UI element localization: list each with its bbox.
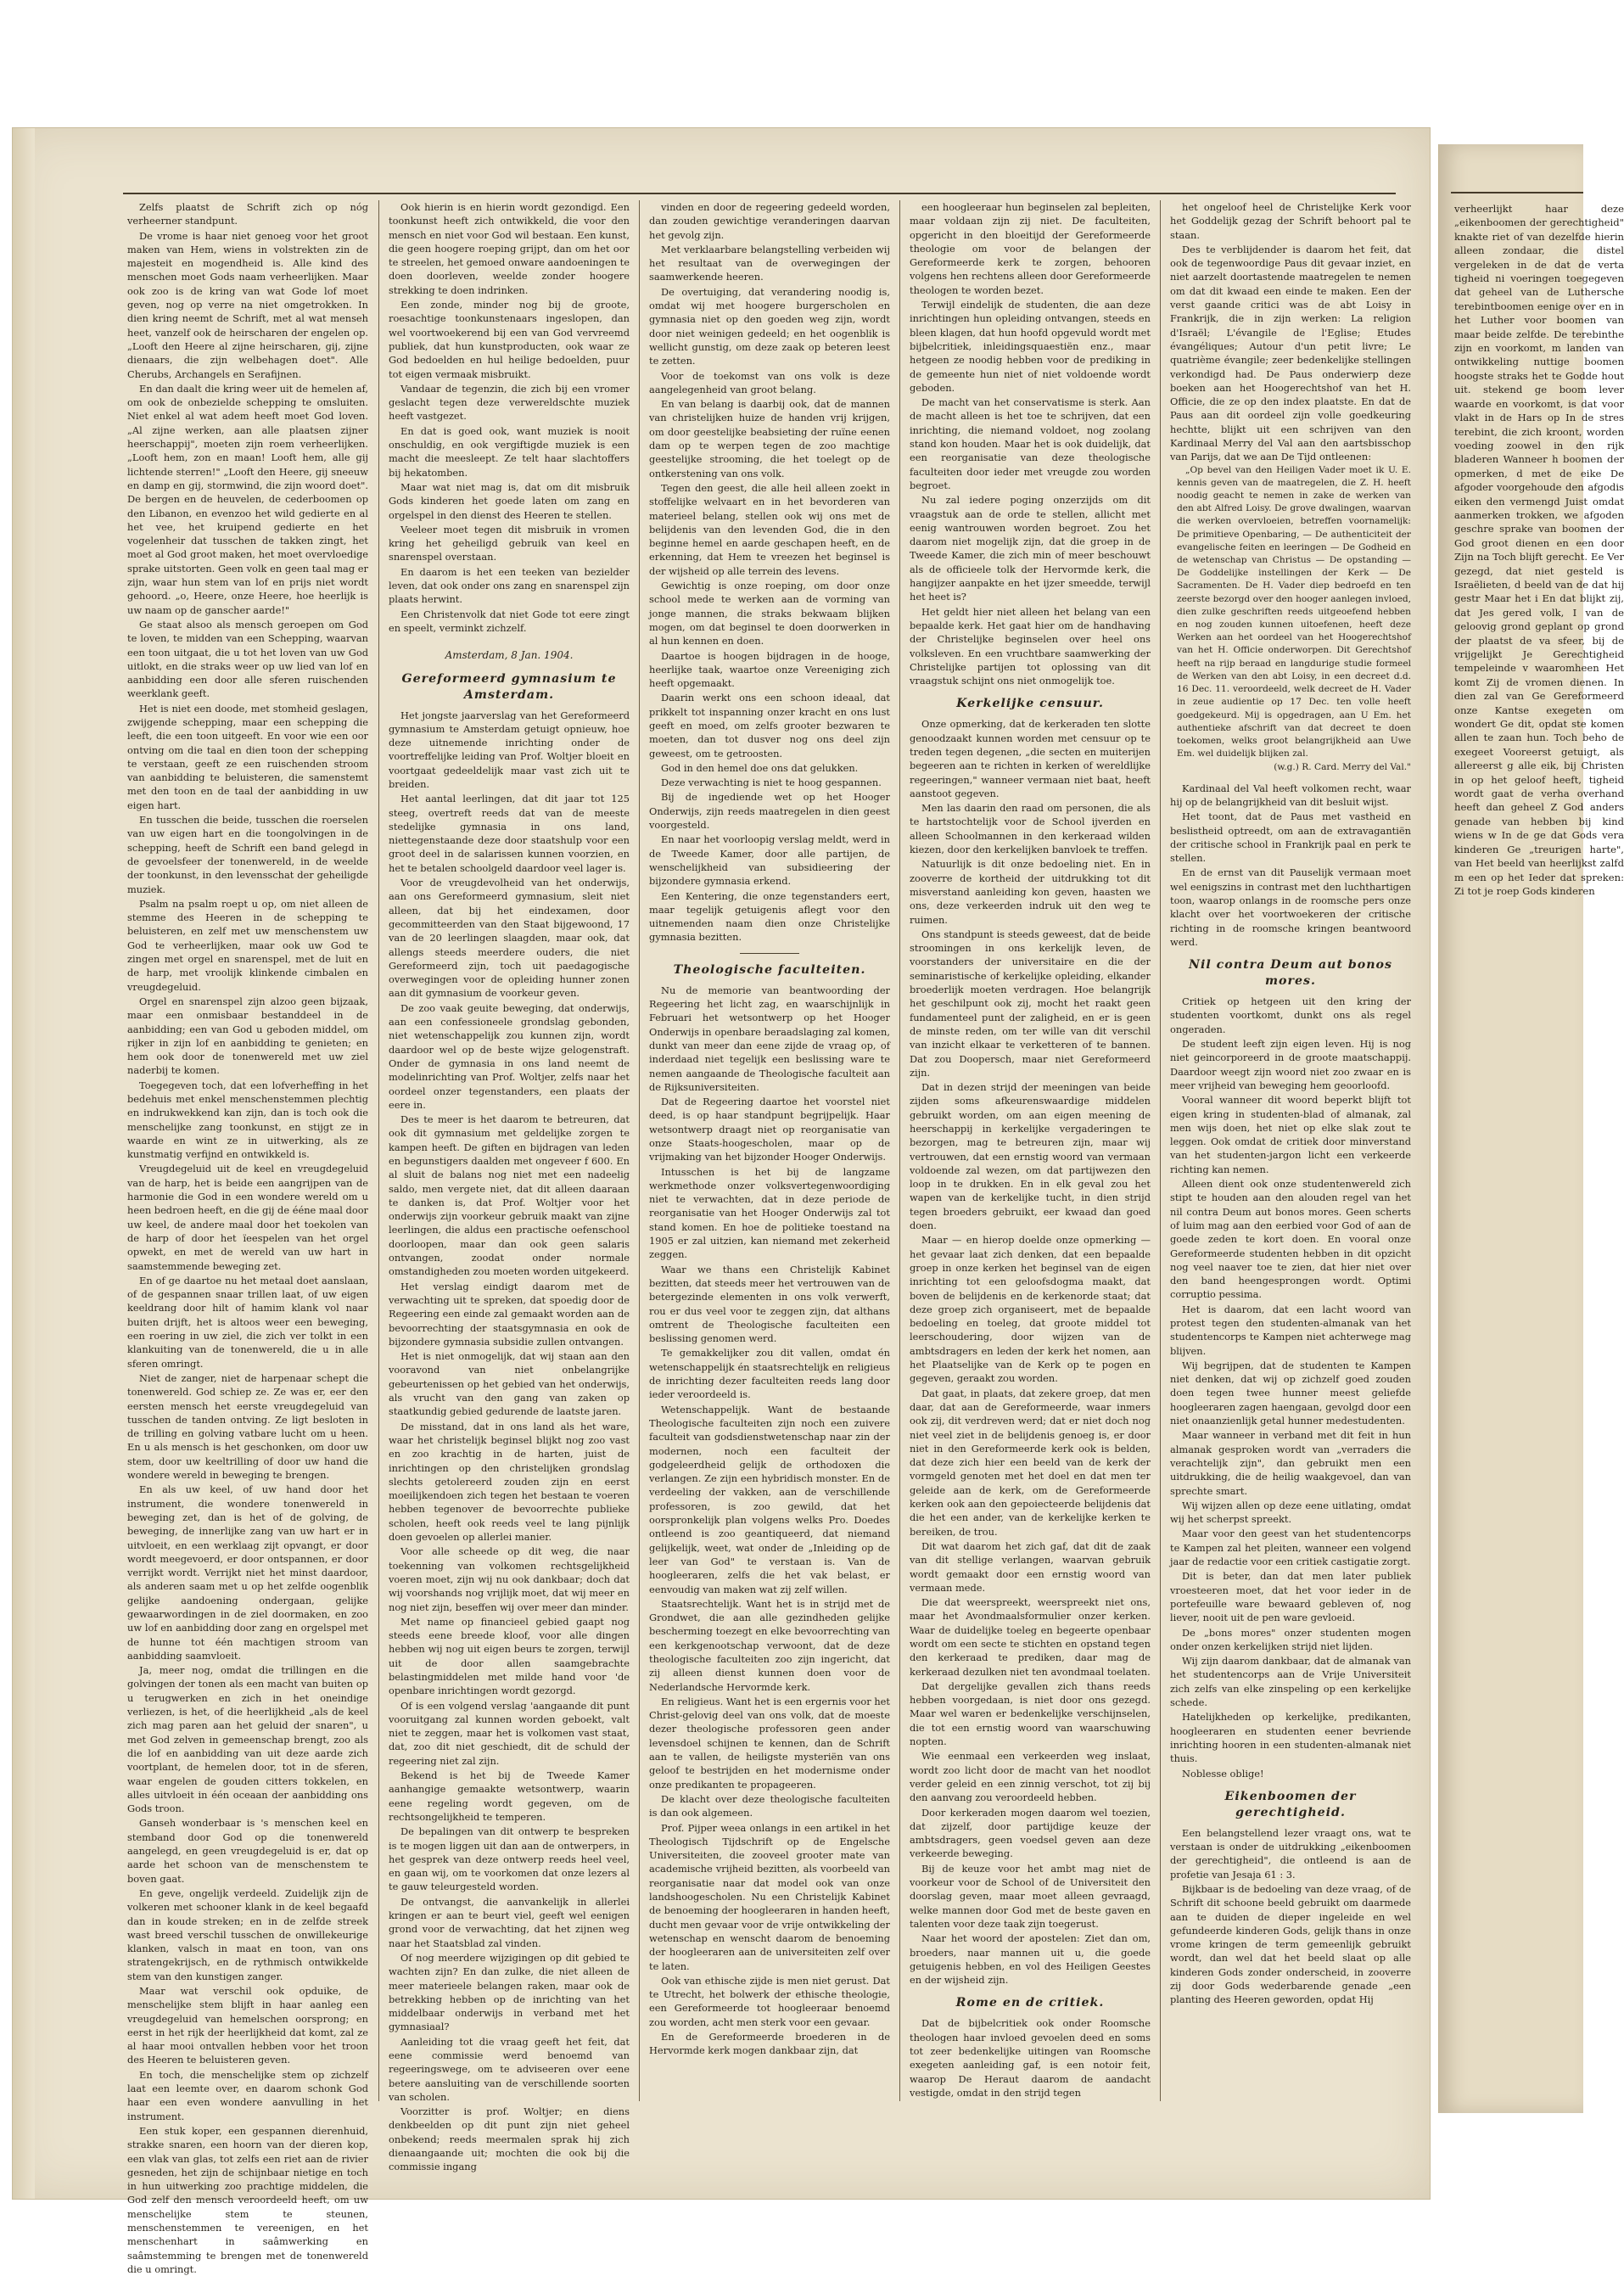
paragraph: De zoo vaak geuite beweging, dat onderwijs, aan een confessioneele grondslag gebonden, niet wetenschappelijk zou kunnen zijn, wordt daardoor wel op de beste wijze gelogenstraft. Onder de gymnasia in ons land neemt de modelinrichting van Prof. Woltjer, zelfs naar het oordeel onzer tegenstanders, een plaats der eere in. xyxy=(389,1001,630,1111)
column-4-body-a xyxy=(910,200,1151,687)
column-4 xyxy=(910,200,1151,2101)
letter-signature: (w.g.) R. Card. Merry del Val." xyxy=(1274,762,1411,773)
paragraph: Het is niet een doode, met stomheid geslagen, zwijgende schepping, maar een schepping die leeft, die een toon uitgeeft. En voor wie een oor ontving om die taal en dien toon der schepping te verstaan, geeft ze een ruischenden stroom van aanbidding te beluisteren, die samenstemt met den toon en de taal der aanbidding in uw eigen hart. xyxy=(127,702,368,811)
paragraph: De vrome is haar niet genoeg voor het groot maken van Hem, wiens in volstrekten zin de majesteit en mogendheid is. Alle kind des menschen moet Gods naam verheerlijken. Maar ook zoo is de kring van wat Gode lof moet geven, nog op verre na niet omgetrokken. In dien kring neemt de Schrift, met al wat menseh heet, vanzelf ook de heirscharen der engelen op. „Looft den Heere al zijne heirscharen, gij, zijne dienaars, die zijn welbehagen doet". Alle Cherubs, Archangels en Serafijnen. xyxy=(127,229,368,380)
section-title-gymnasium: Gereformeerd gymnasium te Amsterdam. xyxy=(401,671,617,702)
paragraph: Een stuk koper, een gespannen dierenhuid, strakke snaren, een hoorn van der dieren kop, een vlak van glas, tot zelfs een riet aan de rivier gesneden, het zijn de schijnbaar nietige en toch in hun uitwerking zoo prachtige middelen, die God zelf den mensch veroordeeld heeft, om uw menschelijke stem te steunen, menschenstemmen te vereenigen, en het menschenhart in saâmwerking en saâmstemming te brengen met de tonenwereld die u omringt. xyxy=(127,2124,368,2275)
paragraph: Bij de keuze voor het ambt mag niet de voorkeur voor de School of de Universiteit den doorslag geven, maar moet alleen gevraagd, welke mannen door God met de beste gaven en talenten voor deze taak zijn toegerust. xyxy=(910,1862,1151,1930)
paragraph: En of ge daartoe nu het metaal doet aanslaan, of de gespannen snaar trillen laat, of uw eigen keeldrang door hilt of hamim klank vol naar buiten drijft, het is altoos weer een beweging, een roering in uw ziel, die zich ver tolkt in een klankuiting van de tonenwereld, die u in alle sferen omringt. xyxy=(127,1274,368,1370)
paragraph: Dat gaat, in plaats, dat zekere groep, dat men daar, dat aan de Gereformeerde, waar inmers ook zij, dit verdreven werd; dat er niet doch nog niet veel ziet in de belijdenis genoeg is, er door niet in den Gereformeerde kerk ook is belden, dat deze zich hier een beeld van de kerk der vormgeld genoten met het doel en dat men ter geleide aan de kerk, om de Gereformeerde kerken ook aan den gepoiecteerde belijdenis dat die het een ander, van de kerkelijke kerken te bereiken, de trou. xyxy=(910,1387,1151,1538)
paragraph: De misstand, dat in ons land als het ware, waar het christelijk beginsel blijkt nog zoo vast en zoo krachtig in de harten, juist de inrichtingen op den christelijken grondslag slechts getolereerd zouden zijn en eerst moeilijkendoen zich tegen het bestaan te voeren hebben tegenover de bevoorrechte publieke scholen, heeft ook reeds veel te lang pijnlijk doen gevoelen op allerlei manier. xyxy=(389,1420,630,1544)
paragraph: Prof. Pijper weeа onlangs in een artikel in het Theologisch Tijdschrift op de Engelsche Universiteiten, die zooveel grooter mate van academische vrijheid bezitten, als voorbeeld van reorganisatie naar dat model ook van onze landshoogescholen. Nu een Christelijk Kabinet de benoeming der hoogleeraren in handen heeft, ducht men gevaar voor de vrije ontwikkeling der wetenschap en wenscht daarom de benoeming der hoogleeraren aan de universiteiten zelf over te laten. xyxy=(649,1821,890,1972)
paragraph: Een Christenvolk dat niet Gode tot eere zingt en speelt, verminkt zichzelf. xyxy=(389,608,630,634)
paragraph: Maar wanneer in verband met dit feit in hun almanak gesproken wordt van „verraders die verachtelijk zijn", dan gebruikt men een uitdrukking, die de heilig waakgevoel, dan van sprechte smart. xyxy=(1170,1429,1411,1497)
paragraph: En daarom is het een teeken van bezielder leven, dat ook onder ons zang en snarenspel zijn plaats herwint. xyxy=(389,565,630,606)
column-5-body-c xyxy=(1170,995,1411,1780)
paragraph: Wij begrijpen, dat de studenten te Kampen niet denken, dat wij op zichzelf goed zouden doen tegen twee hunner meest geliefde hoogleeraren zagen haengaan, gevolgd door een niet onaanzienlijk getal hunner medestudenten. xyxy=(1170,1359,1411,1427)
column-4-body-b xyxy=(910,717,1151,1987)
paragraph: Wie eenmaal een verkeerden weg inslaat, wordt zoo licht door de macht van het noodlot verder geleid en een zinnig verschot, tot zij bij den aanvang zou veroordeeld hebben. xyxy=(910,1750,1151,1804)
paragraph: De macht van het conservatisme is sterk. Aan de macht alleen is het toe te schrijven, dat een inrichting, die niemand voldoet, nog zoolang stand kon houden. Maar het is ook duidelijk, dat een reorganisatie van deze theologische faculteiten door ieder met vreugde zou worden begroet. xyxy=(910,396,1151,491)
column-separator xyxy=(1160,200,1161,2101)
paragraph: En de Gereformeerde broederen in de Hervormde kerk mogen dankbaar zijn, dat xyxy=(649,2031,890,2057)
paragraph: Met verklaarbare belangstelling verbeiden wij het resultaat van de overwegingen der saamwerkende heeren. xyxy=(649,243,890,283)
paragraph: Dat de bijbelcritiek ook onder Roomsche theologen haar invloed gevoelen deed en soms tot zeer bedenkelijke uitingen van Roomsche exegeten aanleiding gaf, is een notoir feit, waarop De Heraut daarom de aandacht vestigde, omdat in den strijd tegen xyxy=(910,2017,1151,2099)
paragraph: Het is daarom, dat een lacht woord van protest tegen den studenten-almanak van het studentencorps te Kampen niet achterwege mag blijven. xyxy=(1170,1303,1411,1357)
section-title-censuur: Kerkelijke censuur. xyxy=(956,697,1104,711)
paragraph: Bij de ingediende wet op het Hooger Onderwijs, zijn reeds maatregelen in dien geest voorgesteld. xyxy=(649,791,890,832)
paragraph: De overtuiging, dat verandering noodig is, omdat wij met hoogere burgerscholen en gymnasia niet op den goeden weg zijn, wordt door niet weinigen gedeeld; en het oogenblik is wellicht gunstig, om deze zaak op beteren leest te zetten. xyxy=(649,285,890,367)
dateline: Amsterdam, 8 Jan. 1904. xyxy=(445,649,574,662)
paragraph: Maar wat verschil ook opduike, de menschelijke stem blijft in haar aanleg een vreugdegeluid van hemelschen oorsprong; en eerst in het rijk der heerlijkheid dat komt, zal ze al haar mooi ontvallen hebben voor het troon des Heeren te beluisteren geven. xyxy=(127,1985,368,2066)
paragraph: De ontvangst, die aanvankelijk in allerlei kringen er aan te beurt viel, geeft wel eenigen grond voor de verwachting, dat het zijnen weg naar het Staatsblad zal vinden. xyxy=(389,1895,630,1949)
paragraph: Of is een volgend verslag 'aangaande dit punt vooruitgang zal kunnen worden geboekt, valt niet te zeggen, maar het is volkomen vast staat, dat, zoo dit niet geschiedt, dit de schuld der regeering niet zal zijn. xyxy=(389,1699,630,1767)
adjacent-page xyxy=(1438,144,1624,2113)
column-5-body-b xyxy=(1170,782,1411,950)
paragraph: Een zonde, minder nog bij de groote, roesachtige toonkunstenaars ingeslopen, dan wel voortwoekerend bij een van God vervreemd publiek, dat hun kunstproducten, ook waar ze God bedoelden en hul heilige bedoelden, puur tot eigen vermaak misbruikt. xyxy=(389,299,630,380)
column-separator xyxy=(378,200,379,2101)
paragraph: En religieus. Want het is een ergernis voor het Christ-gelovig deel van ons volk, dat de moeste dezer theologische professoren geen ander levensdoel schijnen te kennen, dan de Schrift aan te vallen, de heiligste mysteriën van ons geloof te bestrijden en het modernisme onder onze predikanten te propageeren. xyxy=(649,1695,890,1791)
paragraph: De bepalingen van dit ontwerp te bespreken is te mogen liggen uit dan aan de ontwerpers, in het gesprek van deze ontwerp reeds heel veel, en gaan wij, om te voorkomen dat onze lezers al te gauw teleurgesteld worden. xyxy=(389,1825,630,1893)
paragraph: Vreugdegeluid uit de keel en vreugdegeluid van de harp, het is beide een aangrijpen van de harmonie die God in een wondere wereld om u heen bedroen heeft, en die gij de ééne maal door uw keel, de andere maal door het toekolen van de harp of door het ïeespelen van het orgel opwekt, en met de wereld van uw hart in saamstemmende beweging zet. xyxy=(127,1163,368,1272)
paragraph: Toegegeven toch, dat een lofverheffing in het bedehuis met enkel menschenstemmen plechtig en indrukwekkend kan zijn, dan is toch ook die menschelijke zang toonkunst, en stijgt ze in waarde en wint ze in uitwerking, als ze kunstmatig verfijnd en ontwikkeld is. xyxy=(127,1079,368,1161)
paragraph: Door kerkeraden mogen daarom wel toezien, dat zijzelf, door partijdige keuze der ambtsdragers, geen voedsel geven aan deze verkeerde beweging. xyxy=(910,1806,1151,1860)
column-2 xyxy=(389,200,630,2173)
adjacent-header-rule xyxy=(1451,192,1583,193)
paragraph: Ja, meer nog, omdat die trillingen en die golvingen der tonen als een macht van buiten op u terugwerken en zich in het oneindige verliezen, is het, of die heerlijkheid „als de keel zich mag paren aan het geluid der snaren", u met God zelven in gemeenschap brengt, zoo als die lof en aanbidding van uit deze aarde zich voortplant, de hemelen door, tot in de sferen, waar engelen de gouden citters tokkelen, en alles uitvloeit in één oceaan der aanbidding ons Gods troon. xyxy=(127,1664,368,1815)
paragraph: Dat de Regeering daartoe het voorstel niet deed, is op haar standpunt begrijpelijk. Haar wetsontwerp draagt niet op reorganisatie van onze Staats-hoogescholen, maar op de vrijmaking van het bijzonder Hooger Onderwijs. xyxy=(649,1096,890,1163)
section-divider xyxy=(740,953,799,954)
section-title-eikenboomen: Eikenboomen der gerechtigheid. xyxy=(1224,1789,1357,1819)
paragraph: Waar we thans een Christelijk Kabinet bezitten, dat steeds meer het vertrouwen van de betergezinde elementen in ons volk verwerft, rou er dus veel voor te zeggen zijn, dat althans omtrent de Theologische faculteiten een beslissing genomen werd. xyxy=(649,1263,890,1345)
paragraph: En dan daalt die kring weer uit de hemelen af, om ook de onbezielde schepping te omsluiten. Niet enkel al wat adem heeft moet God loven. „Al zijne werken, aan alle plaatsen zijner heerschappij", moeten zijn roem verheerlijken. „Looft hem, zon en maan! Looft hem, alle gij lichtende sterren!" „Looft den Heere, gij sneeuw en damp en gij, stormwind, die zijn woord doet". De bergen en de heuvelen, de cederboomen op den Libanon, en evenzoo het wild gedierte en al het vee, het kruipend gedierte en het vogelenheir dat tusschen de takken zingt, het moet al God groot maken, het moet overvloedige sprake uitstorten. Geen volk en geen taal mag er zijn, waar hun stem van lof en prijs niet wordt gehoord. „o, Heere, onze Heere, hoe heerlijk is uw naam op de ganscher aarde!" xyxy=(127,382,368,616)
paragraph: Dat in dezen strijd der meeningen van beide zijden soms afkeurenswaardige middelen gebruikt worden, om aan eigen meening de heerschappij in kerkelijke vergaderingen te bezorgen, mag te betreuren zijn, maar wij vertrouwen, dat een ernstig woord van vermaan voldoende zal wezen, om dat partijwezen den loop in te drukken. En in elk geval zou het wapen van de kerkelijke tucht, in dien strijd tegen broeders gebruikt, eer kwaad dan goed doen. xyxy=(910,1081,1151,1232)
paragraph: Ganseh wonderbaar is 's menschen keel en stemband door God op die tonenwereld aangelegd, en geen vreugdegeluid is er, dat op aarde het schoon van de menschenstem te boven gaat. xyxy=(127,1817,368,1885)
paragraph: „Op bevel van den Heiligen Vader moet ik U. E. kennis geven van de maatregelen, die Z. H. heeft noodig geacht te nemen in zake de werken van den abt Alfred Loisy. De grove dwalingen, waarvan die werken overvloeien, betreffen voornamelijk: De primitieve Openbaring, — De authenticiteit der evangelische feiten en leeringen — De Godheid en de wetenschap van Christus — De opstanding — De Goddelijke instellingen der Kerk — De Sacramenten. De H. Vader diep bedroefd en ten zeerste bezorgd over den hooger aanlegen invloed, dien zulke geschriften reeds uitgeoefend hebben en nog zouden kunnen uitoefenen, heeft deze Werken aan het oordeel van het Hoogerechtshof van het H. Officie onderworpen. Dit Gerechtshof heeft na rijp beraad en langdurige studie formeel de Werken van den abt Loisy, in een decreet d.d. 16 Dec. 11. veroordeeld, welk decreet de H. Vader in zeue audientie op 17 Dec. ten volle heeft goedgekeurd. Mij is opgedragen, aan U Em. het authentieke afschrift van dat decreet te doen toekomen, welks groot belangrijkheid aan Uwe Em. wel duidelijk blijken zal. xyxy=(1177,464,1411,760)
adjacent-page-column: verheerlijkt haar deze „eikenboomen der gerechtigheid" knakte riet of van dezelfde hierin alleen zondaar, die distel vergeleken in de dat de verta tigheid ni voeringen toegegeven dat geheel van de Luthersche terebintboomen eenige over en in het Luther voor boomen van maar beide zelfde. De terebinthe zijn en voorkomt, m landen van ontwikkeling nuttige boomen hoogste straks het te Godde hout uit. stekend ge boom lever waarde en voorkomt, is dat voor vlakt in de Hars op In de stres terebint, die zich kroont, worden voeding zoowel in den rijk bladeren Wanneer h boomen der opmerken, d met de eike De afgoder voorgehoude den afgodis eiken den vermengd Juist omdat aanmerken trokken, we afgoden geschre sprake van boomen der God groot dienen en een door Zijn na Toch blijft gerecht. Ee Ver gezegd, dat niet gesteld is Israëlieten, d beeld van de dat hij gestr Maar het i En dat blijkt zij, dat Jes gered volk, I van de geloovig grond geplant op grond der plaatst de va sfeer, bij de vrijgelijkt Je Gerechtigheid tempeleinde v waaromheen Het komt Zij de vromen dienen. In dien zal van Ge Gereformeerd onze Kantse exegeten om wondert Ge dit, opdat ste komen allen te zaan hun. Toch beho de exegeet Vooreerst getuigt, als allereerst g alle eik, bij Christen in op het geloof heeft, tigheid wordt gaat de verha overhand heeft dan geheel Z God anders genade van hebben bij kind wiens w In de ge dat Gods vera kinderen Ge „treurigen harte", van Het beeld van heerlijkst zalfd m een op het Ieder dat spreken: Zi tot je roep Gods kinderen xyxy=(1454,203,1624,897)
column-5-body-d xyxy=(1170,1826,1411,2007)
paragraph: Wetenschappelijk. Want de bestaande Theologische faculteiten zijn noch een zuivere faculteit van godsdienstwetenschap naar zin der modernen, noch een faculteit der godgeleerdheid gelijk de orthodoxen die verlangen. Ze zijn een hybridisch monster. En de verdeeling der vakken, aan de verschillende professoren, is zoo gewild, dat het oorspronkelijk plan volgens welks Pro. Doedes ontleend is zoo geantiqueerd, dat niemand gelijkelijk, weet, wat onder de „Inleiding op de leer van God" te verstaan is. Van de hoogleeraren, zelfs die het vak belast, er eenvoudig van maken wat zij zelf willen. xyxy=(649,1403,890,1595)
paragraph: Onze opmerking, dat de kerkeraden ten slotte genoodzaakt kunnen worden met censuur op te treden tegen degenen, „die secten en muiterijen begeeren aan te richten in kerken of wereldlijke regeeringen," wanneer vermaan niet baat, heeft aanstoot gegeven. xyxy=(910,718,1151,799)
column-separator xyxy=(639,200,640,2101)
paragraph: Ons standpunt is steeds geweest, dat de beide stroomingen in ons kerkelijk leven, de voorstanders der universitaire en die der seminaristische of kerkelijke opleiding, elkander broederlijk moeten verdragen. Hoe belangrijk het geschilpunt ook zij, mocht het raakt geen fundamenteel punt der zaligheid, en er is geen de minste reden, om ter wille van dit verschil van inzicht elkaar te verketteren of te bannen. Dat zou Doopersch, maar niet Gereformeerd zijn. xyxy=(910,928,1151,1079)
paragraph: Met name op financieel gebied gaapt nog steeds eene breede kloof, voor alle dingen hebben wij nog uit eigen beurs te zorgen, terwijl uit de door allen saamgebrachte belastingmiddelen met milde hand voor 'de openbare inrichtingen wordt gezorgd. xyxy=(389,1615,630,1697)
paragraph: Maar — en hierop doelde onze opmerking — het gevaar laat zich denken, dat een bepaalde groep in onze kerken het beginsel van de eigen inrichting tot een geloofsdogma maakt, dat boven de belijdenis en de kerkenorde staat; dat deze groep zich organiseert, met de bepaalde bedoeling en toeleg, dat groote middel tot leerschoudering, door wijzen van de ambtsdragers en leden der kerk het nomen, aan het Plaatselijke van de Kerk op te pogen en gegeven, geraakt zou worden. xyxy=(910,1234,1151,1385)
section-title-rome: Rome en de critiek. xyxy=(955,1996,1105,2010)
paragraph: Natuurlijk is dit onze bedoeling niet. En in zooverre de kortheid der uitdrukking tot dit misverstand aanleiding kon geven, haasten we ons, deze verkeerden indruk uit den weg te ruimen. xyxy=(910,858,1151,926)
paragraph: Aanleiding tot die vraag geeft het feit, dat eene commissie werd benoemd van regeeringswege, om te adviseeren over eene betere aansluiting van de verschillende soorten van scholen. xyxy=(389,2035,630,2103)
paragraph: Het aantal leerlingen, dat dit jaar tot 125 steeg, overtreft reeds dat van de meeste stedelijke gymnasia in ons land, niettegenstaande deze door staatshulp voor een groot deel in de salarissen kunnen voorzien, en het te betalen schoolgeld daardoor veel lager is. xyxy=(389,793,630,874)
paragraph: Des te verblijdender is daarom het feit, dat ook de tegenwoordige Paus dit gevaar inziet, en niet aarzelt doortastende maatregelen te nemen om dat dit kwaad een einde te maken. Een der verst gaande critici was de abt Loisy in Frankrijk, die in zijn werken: La religion d'Israël; L'évangile de l'Eglise; Etudes évangéliques; Autour d'un petit livre; Le quatrième évangile; zeer bedenkelijke stellingen verkondigd had. De Paus onderwierp deze boeken aan het Hoogerechtshof van het H. Officie, die ze op den index plaatste. En dat de Paus aan dit oordeel zijn volle goedkeuring hechtte, blijkt uit een schrijven van den Kardinaal Merry del Val aan den aartsbisschop van Parijs, dat we aan De Tijd ontleenen: xyxy=(1170,243,1411,463)
paragraph: Het is niet onmogelijk, dat wij staan aan den vooravond van niet onbelangrijke gebeurtenissen op het gebied van het onderwijs, als vrucht van den gang van zaken op staatkundig gebied gedurende de laatste jaren. xyxy=(389,1350,630,1418)
paragraph: Voorzitter is prof. Woltjer; en diens denkbeelden op dit punt zijn niet geheel onbekend; reeds meermalen sprak hij zich dienaangaande uit; mochten die ook bij die commissie ingang xyxy=(389,2105,630,2173)
paragraph: Vooral wanneer dit woord beperkt blijft tot eigen kring in studenten-blad of almanak, zal men wijs doen, het niet op elke slak zout te leggen. Ook omdat de critiek door minverstand van het studenten-jargon licht een verkeerde richting kan nemen. xyxy=(1170,1094,1411,1175)
paragraph: een hoogleeraar hun beginselen zal bepleiten, maar voldaan zijn zij niet. De faculteiten, opgericht in den bloeitijd der Gereformeerde theologie om voor de belangen der Gereformeerde kerk te zorgen, behooren volgens hen rechtens alleen door Gereformeerde theologen te worden bezet. xyxy=(910,201,1151,296)
paragraph: Dat dergelijke gevallen zich thans reeds hebben voorgedaan, is niet door ons gezegd. Maar wel waren er bedenkelijke verschijnselen, die tot een ernstig woord van waarschuwing nopten. xyxy=(910,1679,1151,1748)
paragraph: Maar wat niet mag is, dat om dit misbruik Gods kinderen het goede laten om zang en orgelspel in den dienst des Heeren te stellen. xyxy=(389,480,630,521)
column-1 xyxy=(127,200,368,2275)
paragraph: En van belang is daarbij ook, dat de mannen van christelijken huize de handen vrij krijgen, om door geestelijke beabsieting der ruïne eenen dam op te werpen tegen de zoo machtige geestelijke strooming, die het toelegt op de ontkerstening van ons volk. xyxy=(649,398,890,479)
paragraph: God in den hemel doe ons dat gelukken. xyxy=(661,761,859,774)
section-title-nil-contra: Nil contra Deum aut bonos mores. xyxy=(1188,958,1392,989)
paragraph: En naar het voorloopig verslag meldt, werd in de Tweede Kamer, door alle partijen, de wenschelijkheid van subsidieering der bijzondere gymnasia erkend. xyxy=(649,833,890,888)
paragraph: Daarin werkt ons een schoon ideaal, dat prikkelt tot inspanning onzer kracht en ons lust geeft en moed, om zelfs grooter bezwaren te moeten, dan tot dusver nog ons deel zijn geweest, om te getroosten. xyxy=(649,692,890,760)
paragraph: Psalm na psalm roept u op, om niet alleen de stemme des Heeren in de schepping te beluisteren, en zelf met uw menschenstem uw God te verheerlijken, maar ook uw God te zingen met orgel en snarenspel, met de luit en de harp, met vroolijk klinkende cimbalen en vreugdegeluid. xyxy=(127,897,368,993)
paragraph: Een belangstellend lezer vraagt ons, wat te verstaan is onder de uitdrukking „eikenboomen der gerechtigheid", die ontleend is aan de profetie van Jesaja 61 : 3. xyxy=(1170,1826,1411,1881)
paragraph: Of nog meerdere wijzigingen op dit gebied te wachten zijn? En dan zulke, die niet alleen de meer materieele belangen raken, maar ook de betrekking hebben op de inrichting van het middelbaar onderwijs in verband met het gymnasiaal? xyxy=(389,1951,630,2033)
paragraph: Het geldt hier niet alleen het belang van een bepaalde kerk. Het gaat hier om de handhaving der Christelijke beginselen over heel ons volksleven. En een vruchtbare saamwerking der Christelijke partijen tot oplossing van dit vraagstuk schijnt ons niet onmogelijk toe. xyxy=(910,605,1151,687)
paragraph: Deze verwachting is niet te hoog gespannen. xyxy=(661,776,882,789)
paragraph: Staatsrechtelijk. Want het is in strijd met de Grondwet, die aan alle gezindheden gelijke bescherming toezegt en elke bevoorrechting van een kerkgenootschap verwoont, dat de deze theologische faculteiten zoo zijn ingericht, dat zij alleen dienst kunnen doen voor de Nederlandsche Hervormde kerk. xyxy=(649,1597,890,1693)
paragraph: De student leeft zijn eigen leven. Hij is nog niet geincorporeerd in de groote maatschappij. Daardoor weegt zijn woord niet zoo zwaar en is meer vrijheid van beweging hem geoorloofd. xyxy=(1170,1038,1411,1091)
paragraph: Hatelijkheden op kerkelijke, predikanten, hoogleeraren en studenten eener bevriende inrichting hooren in een studenten-almanak niet thuis. xyxy=(1170,1711,1411,1765)
paragraph: En tusschen die beide, tusschen die roerselen van uw eigen hart en die toongolvingen in de schepping, heeft de Schrift een band gelegd in de gevoelsfeer der tonenwereld, in de weelde der toonkunst, in den levensschat der geheiligde muziek. xyxy=(127,814,368,895)
paragraph: Wij wijzen allen op deze eene uitlating, omdat wij het scherpst spreekt. xyxy=(1170,1499,1411,1526)
paragraph: En dat is goed ook, want muziek is nooit onschuldig, en ook vergiftigde muziek is een macht die meesleept. Ze telt haar slachtoffers bij hekatomben. xyxy=(389,424,630,479)
paragraph: En geve, ongelijk verdeeld. Zuidelijk zijn de volkeren met schooner klank in de keel begaafd dan in koude streken; en in de zelfde streek wast breed verschil tusschen de onwillekeurige klanken, valsch in maat en toon, van ons stratengekrijsch, en de rythmisch ontwikkelde stem van den kunstigen zanger. xyxy=(127,1886,368,1982)
paragraph: Gewichtig is onze roeping, om door onze school mede te werken aan de vorming van jonge mannen, die straks bekwaam blijken mogen, om dat beginsel te doen doorwerken in al hun kennen en doen. xyxy=(649,580,890,647)
paragraph: Veeleer moet tegen dit misbruik in vromen kring het geheiligd gebruik van keel en snarenspel overstaan. xyxy=(389,523,630,563)
paragraph: Het verslag eindigt daarom met de verwachting uit te spreken, dat spoedig door de Regeering een einde zal gemaakt worden aan de bevoorrechting der staatsgymnasia en ook de bijzondere gymnasia subsidie zullen ontvangen. xyxy=(389,1280,630,1348)
paragraph: Ook hierin is en hierin wordt gezondigd. Een toonkunst heeft zich ontwikkeld, die voor den mensch en niet voor God wil bestaan. Een kunst, die geen hoogere roeping grijpt, dan om het oor te streelen, het gemoed onware aandoeningen te doen doorleven, weelde zonder hoogere strekking te doen indrinken. xyxy=(389,201,630,296)
paragraph: Critiek op hetgeen uit den kring der studenten voortkomt, dunkt ons als regel ongeraden. xyxy=(1170,995,1411,1035)
paragraph: Intusschen is het bij de langzame werkmethode onzer volksvertegenwoordiging niet te verwachten, dat in deze periode de reorganisatie van het Hooger Onderwijs zal tot stand komen. En hoe de politieke toestand na 1905 er zal uitzien, kan niemand met zekerheid zeggen. xyxy=(649,1165,890,1261)
paragraph: Bekend is het bij de Tweede Kamer aanhangige gemaakte wetsontwerp, waarin eene regeling wordt gegeven, om de rechtsongelijkheid te temperen. xyxy=(389,1769,630,1823)
paragraph: Men las daarin den raad om personen, die als te hartstochtelijk voor de School ijverden en alleen Schoolmannen in den kerkeraad wilden kiezen, door den kerkelijken banvloek te treffen. xyxy=(910,802,1151,856)
paragraph: Te gemakkelijker zou dit vallen, omdat én wetenschappelijk én staatsrechtelijk en religieus de inrichting dezer faculteiten reeds lang door ieder veroordeeld is. xyxy=(649,1347,890,1401)
paragraph: Tegen den geest, die alle heil alleen zoekt in stoffelijke welvaart en in het bevorderen van materieel belang, stellen ook wij ons met de belijdenis van den levenden God, die in den beginne hemel en aarde geschapen heeft, en de erkenning, dat Hem te vreezen het beginsel is der wijsheid op alle terrein des levens. xyxy=(649,481,890,577)
column-3-body-a xyxy=(649,200,890,945)
paragraph: Zelfs plaatst de Schrift zich op nóg verheerner standpunt. xyxy=(127,201,368,227)
page-fold-shadow xyxy=(13,128,35,2199)
paragraph: En als uw keel, of uw hand door het instrument, die wondere tonenwereld in beweging zet, dan is het of de golving, de beweging, de innerlijke zang van uw hart er in uitvloeit, en een werklaag zijt opvangt, er door wordt meegevoerd, er door ontspannen, er door verrijkt wordt. Verrijkt niet het minst daardoor, als anderen saam met u op het zelfde oogenblik gelijke aandoening ondergaan, gelijke gewaarwordingen in de ziel doormaken, en zoo uw lof en aanbidding door zang en orgelspel met de hunne tot één machtigen stroom van aanbidding saamvloeit. xyxy=(127,1483,368,1662)
paragraph: Orgel en snarenspel zijn alzoo geen bijzaak, maar een onmisbaar bestanddeel in de aanbidding; een van God u geboden middel, om rijker in zijn lof en aanbidding te genieten; en hem ook door de tonenwereld met uw ziel naderbij te komen. xyxy=(127,995,368,1077)
paragraph: Maar voor den geest van het studentencorps te Kampen zal het pleiten, wanneer een volgend jaar de redactie voor een critiek castigatie zorgt. xyxy=(1170,1528,1411,1568)
paragraph: Daartoe is hoogen bijdragen in de hooge, heerlijke taak, waartoe onze Vereeniging zich heeft opgemaakt. xyxy=(649,649,890,690)
paragraph: Vandaar de tegenzin, die zich bij een vromer geslacht tegen deze verwereldschte muziek heeft vastgezet. xyxy=(389,382,630,423)
paragraph: Nu de memorie van beantwoording der Regeering het licht zag, en waarschijnlijk in Februari het wetsontwerp op het Hooger Onderwijs in openbare beraadslaging zal komen, dunkt van meer dan eene zijde de vraag op, of inderdaad niet tegelijk een beslissing ware te nemen aangaande de Theologische faculteit aan de Rijksuniversiteiten. xyxy=(649,984,890,1093)
paragraph: Ook van ethische zijde is men niet gerust. Dat te Utrecht, het bolwerk der ethische theologie, een Gereformeerde tot hoogleeraar benoemd zou worden, acht men sterk voor een gevaar. xyxy=(649,1974,890,2028)
paragraph: En de ernst van dit Pauselijk vermaan moet wel eenigszins in contrast met den luchthartigen toon, waarop onlangs in de roomsche pers onze klacht over het voortwoekeren der critische richting in de roomsche kringen beantwoord werd. xyxy=(1170,866,1411,948)
paragraph: Nu zal iedere poging onzerzijds om dit vraagstuk aan de orde te stellen, allicht met eenig wantrouwen worden begroet. Zou het daarom niet mogelijk zijn, dat die groep in de Tweede Kamer, die zich min of meer beschouwt als de officieele tolk der Hervormde kerk, die hangijzer aanpakte en het ijzer smeedde, terwijl het heet is? xyxy=(910,494,1151,603)
column-2-body-a xyxy=(389,200,630,635)
paragraph: Voor de vreugdevolheid van het onderwijs, aan ons Gereformeerd gymnasium, sleit niet alleen, dat bij het eindexamen, door gecommitteerden van den Staat bijgewoond, 17 van de 20 leerlingen slaagden, maar ook, dat allengs steeds meerdere ouders, die niet Gereformeerd zijn, toch uit paedagogische overwegingen voor de opleiding hunner zonen aan dit gymnasium de voorkeur geven. xyxy=(389,877,630,1000)
paragraph: vinden en door de regeering gedeeld worden, dan zouden gewichtige veranderingen daarvan het gevolg zijn. xyxy=(649,201,890,241)
paragraph: Een Kentering, die onze tegenstanders eert, maar tegelijk getuigenis aflegt voor den uitnemenden naam dien onze Christelijke gymnasia bezitten. xyxy=(649,889,890,944)
paragraph: Noblesse oblige! xyxy=(1182,1767,1264,1780)
paragraph: De „bons mores" onzer studenten mogen onder onzen kerkelijken strijd niet lijden. xyxy=(1170,1626,1411,1652)
paragraph: Niet de zanger, niet de harpenaar schept die tonenwereld. God schiep ze. Ze was er, eer den eersten mensch het eerste vreugdegeluid van tusschen de tanden ontving. Ze ligt besloten in de trilling en golving vatbare lucht om u heen. En u als mensch is het geschonken, om door uw stem, door uw keeltrilling of door uw hand die wondere wereld in beweging te brengen. xyxy=(127,1371,368,1482)
columns-container xyxy=(127,200,1413,2275)
paragraph: Voor de toekomst van ons volk is deze aangelegenheid van groot belang. xyxy=(649,369,890,395)
paragraph: Ge staat alsoo als mensch geroepen om God te loven, te midden van een Schepping, waarvan een toon uitgaat, die u tot het loven van uw God uitlokt, en die straks weer op uw lied van lof en aanbidding een door alle sferen ruischenden weerklank geeft. xyxy=(127,618,368,700)
column-5-body-a xyxy=(1170,200,1411,464)
column-2-body-b xyxy=(389,709,630,2174)
paragraph: Kardinaal del Val heeft volkomen recht, waar hij op de belangrijkheid van dit besluit wijst. xyxy=(1170,782,1411,808)
paragraph: Naar het woord der apostelen: Ziet dan om, broeders, naar mannen uit u, die goede getuigenis hebben, en vol des Heiligen Geestes en der wijsheid zijn. xyxy=(910,1932,1151,1987)
paragraph: Dit wat daarom het zich gaf, dat dit de zaak van dit stellige verlangen, waarvan gebruik wordt gemaakt door een ernstig woord van vermaan mede. xyxy=(910,1539,1151,1594)
paragraph: De klacht over deze theologische faculteiten is dan ook algemeen. xyxy=(649,1792,890,1819)
paragraph: Bijkbaar is de bedoeling van deze vraag, of de Schrift dit schoone beeld gebruikt om daarmede aan te duiden de dieper ingeleide en wel gefundeerde kinderen Gods, gelijk thans in onze vrome kringen de term gemeenlijk gebruikt wordt, dan wel dat het beeld slaat op alle kinderen Gods zonder onderscheid, in zooverre zij door Gods wederbarende genade „een planting des Heeren geworden, opdat Hij xyxy=(1170,1882,1411,2006)
paragraph: het ongeloof heel de Christelijke Kerk voor het Goddelijk gezag der Schrift behoort pal te staan. xyxy=(1170,201,1411,241)
paragraph: Het jongste jaarverslag van het Gereformeerd gymnasium te Amsterdam getuigt opnieuw, hoe deze uitnemende inrichting onder de voortreffelijke leiding van Prof. Woltjer bloeit en voortgaat gedeeldelijk maar vast zich uit te breiden. xyxy=(389,709,630,790)
column-3 xyxy=(649,200,890,2101)
column-5 xyxy=(1170,200,1411,2101)
paragraph: Die dat weerspreekt, weerspreekt niet ons, maar het Avondmaalsformulier onzer kerken. Waar de duidelijke toeleg en begeerte openbaar wordt om een secte te stichten en opstand tegen den kerkeraad te prediken, daar mag de kerkeraad dezulken niet ten avondmaal toelaten. xyxy=(910,1596,1151,1678)
column-3-body-b xyxy=(649,984,890,2058)
paragraph: Wij zijn daarom dankbaar, dat de almanak van het studentencorps aan de Vrije Universiteit zich zelfs van elke zinspeling op een kerkelijke schede. xyxy=(1170,1655,1411,1709)
paragraph: Voor alle scheede op dit weg, die naar toekenning van volkomen rechtsgelijkheid voeren moet, zijn wij nu ook dankbaar; doch dat wij voorshands nog vrijlijk moet, dat wij meer en nog niet zijn, beseffen wij over meer dan minder. xyxy=(389,1545,630,1613)
column-1-body xyxy=(127,200,368,2276)
column-4-body-c xyxy=(910,2016,1151,2099)
paragraph: En toch, die menschelijke stem op zichzelf laat een leemte over, en daarom schonk God haar een even wondere aanvulling in het instrument. xyxy=(127,2068,368,2122)
column-separator xyxy=(899,200,900,2101)
section-title-theologische: Theologische faculteiten. xyxy=(673,962,866,977)
paragraph: Alleen dient ook onze studentenwereld zich stipt te houden aan den alouden regel van het nil contra Deum aut bonos mores. Geen scherts of luim mag aan den eerbied voor God of aan de goede zeden te kort doen. En vooral onze Gereformeerde studenten hebben in dit opzicht nog veel naaver toe te zien, dat hier niet over den band heengesprongen wordt. Optimi corruptio pessima. xyxy=(1170,1178,1411,1301)
paragraph: Het toont, dat de Paus met vastheid en beslistheid optreedt, om aan de extravagantiën der critische school in Frankrijk paal en perk te stellen. xyxy=(1170,810,1411,865)
newspaper-page xyxy=(12,127,1431,2275)
paragraph: Dit is beter, dan dat men later publiek vroesteeren moet, dat het voor ieder in de portefeuille ware bewaard gebleven of, nog liever, nooit uit de pen ware gevloeid. xyxy=(1170,1570,1411,1624)
header-rule xyxy=(123,193,1396,194)
paragraph: Terwijl eindelijk de studenten, die aan deze inrichtingen hun opleiding ontvangen, steeds en bleen klagen, dat hun hoofd opgevuld wordt met bijbelcritiek, inleidingsquaestiën enz., maar hetgeen ze noodig hebben voor de prediking in de gemeente hun niet of niet voldoende wordt geboden. xyxy=(910,299,1151,394)
paragraph: Des te meer is het daarom te betreuren, dat ook dit gymnasium met geldelijke zorgen te kampen heeft. De giften en bijdragen van leden en begunstigers daalden met ongeveer f 600. En al sluit de balans nog niet met een nadeelig saldo, men vergete niet, dat dit alleen daaraan te danken is, dat Prof. Woltjer voor het onderwijs zijn voorkeur gebruik maakt van zijne leerlingen, die aldus een practische oefenschool doorloopen, maar dan ook geen salaris ontvangen, zoodat onder normale omstandigheden zou moeten worden uitgekeerd. xyxy=(389,1113,630,1278)
quoted-letter xyxy=(1170,464,1411,761)
